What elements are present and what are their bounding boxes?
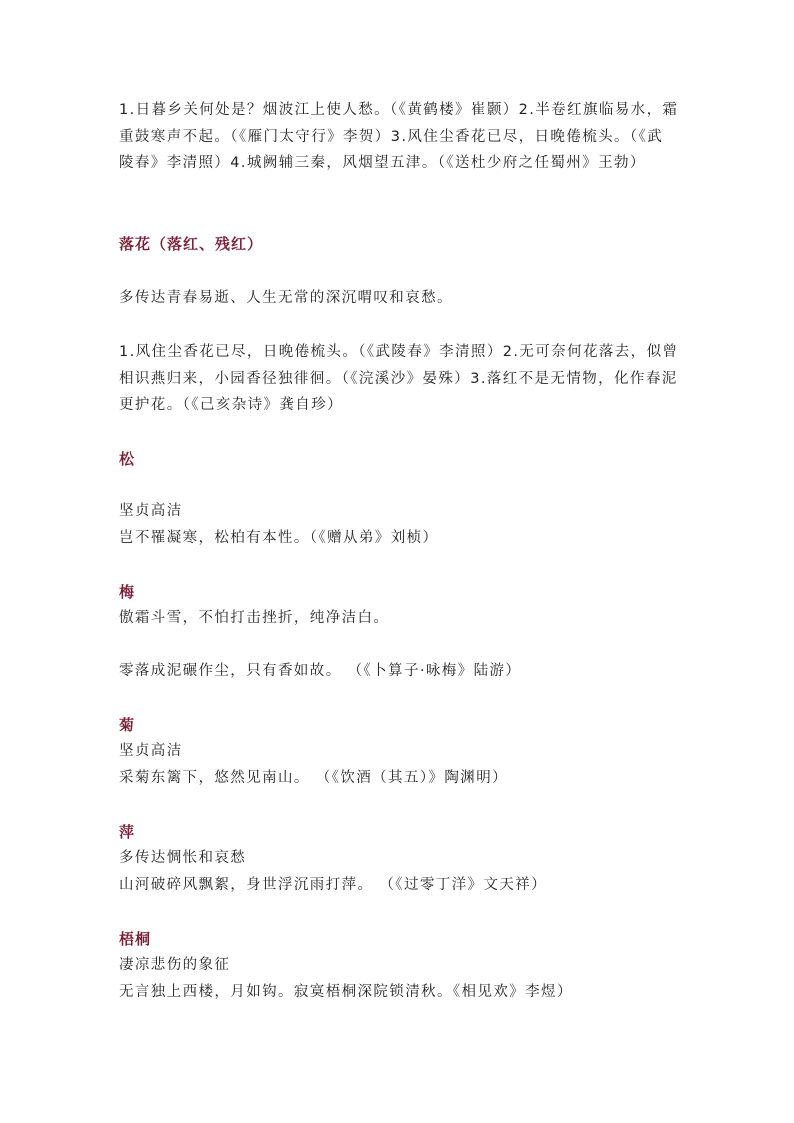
- ju-meaning: 坚贞高洁: [119, 743, 183, 759]
- luohua-meaning: 多传达青春易逝、人生无常的深沉喟叹和哀愁。: [119, 290, 453, 306]
- ping-poem: 山河破碎风飘絮，身世浮沉雨打萍。 （《过零丁洋》文天祥）: [119, 877, 548, 893]
- ju-poem: 采菊东篱下，悠然见南山。 （《饮酒（其五）》陶渊明）: [119, 770, 509, 786]
- song-poem: 岂不罹凝寒，松柏有本性。（《赠从弟》刘桢）: [119, 530, 439, 546]
- heading-ju: 菊: [119, 716, 136, 734]
- heading-mei: 梅: [119, 583, 136, 601]
- intro-poems-paragraph: 1.日暮乡关何处是？烟波江上使人愁。（《黄鹤楼》崔颢）2.半卷红旗临易水，霜重鼓寒声不起。（《雁门太守行》李贺）3.风住尘香花已尽，日晚倦梳头。（《武陵春》李清照）4.城阙辅三秦，风烟望五津。（《送杜少府之任蜀州》王勃）: [119, 102, 679, 171]
- wutong-poem: 无言独上西楼，月如钩。寂寞梧桐深院锁清秋。《相见欢》李煜）: [119, 984, 573, 1000]
- luohua-poems-paragraph: 1.风住尘香花已尽，日晚倦梳头。（《武陵春》李清照）2.无可奈何花落去，似曾相识燕归来，小园香径独徘徊。（《浣溪沙》晏殊）3.落红不是无情物，化作春泥更护花。（《己亥杂诗》龚自珍）: [119, 344, 679, 413]
- heading-wutong: 梧桐: [119, 930, 152, 948]
- mei-meaning: 傲霜斗雪，不怕打击挫折，纯净洁白。: [119, 610, 390, 626]
- heading-song: 松: [119, 450, 136, 468]
- heading-ping: 萍: [119, 823, 136, 841]
- ping-meaning: 多传达惆怅和哀愁: [119, 850, 247, 866]
- song-meaning: 坚贞高洁: [119, 503, 183, 519]
- mei-poem: 零落成泥碾作尘，只有香如故。 （《卜算子·咏梅》陆游）: [119, 663, 522, 679]
- heading-luohua: 落花（落红、残红）: [119, 235, 264, 253]
- wutong-meaning: 凄凉悲伤的象征: [119, 957, 231, 973]
